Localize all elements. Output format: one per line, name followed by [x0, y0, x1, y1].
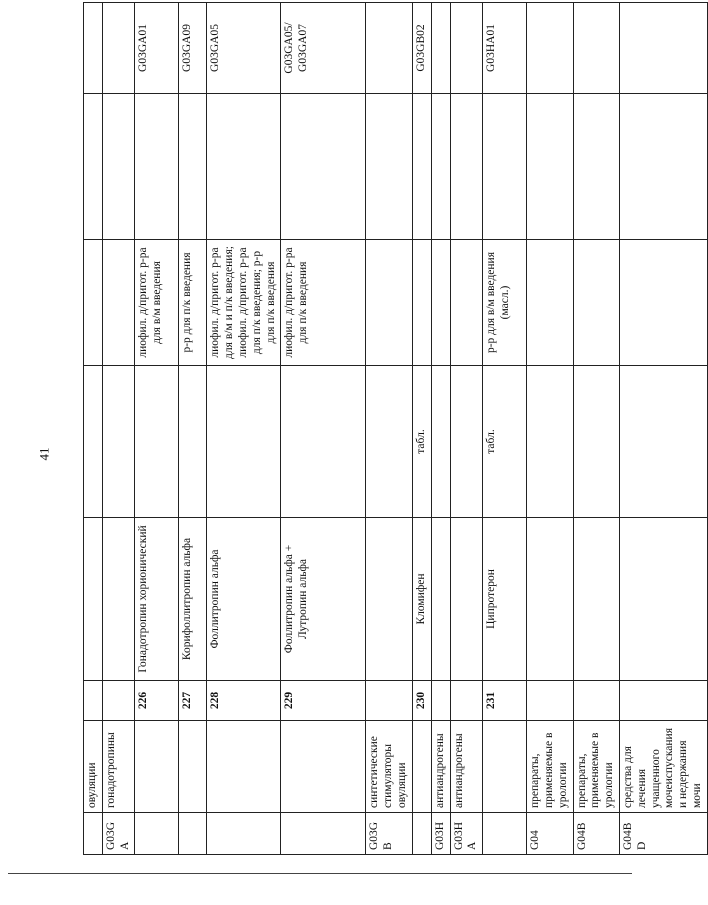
drug-code-cell: G03GA05/ G03GA07 — [281, 3, 366, 94]
empty-column-cell — [431, 94, 450, 240]
row-number-cell — [102, 681, 135, 721]
dosage-form-cell — [412, 240, 431, 366]
table-row — [483, 3, 527, 855]
group-name-cell: синтетические стимуляторы овуляции — [366, 721, 412, 813]
drug-code-cell: G03GB02 — [412, 3, 431, 94]
dosage-form-cell — [366, 240, 412, 366]
atc-code-cell — [84, 813, 103, 855]
atc-code-cell — [135, 813, 179, 855]
group-name-cell: средства для лечения учащенного мочеиспускания и недержания мочи — [619, 721, 707, 813]
rotated-table-container — [83, 3, 703, 855]
table-row — [573, 3, 619, 855]
atc-code-cell — [207, 813, 281, 855]
table-row — [179, 3, 207, 855]
atc-code-cell: G04B — [573, 813, 619, 855]
atc-code-cell: G04BD — [619, 813, 707, 855]
atc-code-cell: G04 — [527, 813, 573, 855]
dosage-form-cell: лиофил. д/пригот. р-ра для п/к введения — [281, 240, 366, 366]
group-name-cell: препараты, применяемые в урологии — [527, 721, 573, 813]
tablet-form-cell — [527, 366, 573, 518]
table-row — [84, 3, 103, 855]
empty-column-cell — [573, 94, 619, 240]
empty-column-cell — [483, 94, 527, 240]
page-divider — [8, 873, 632, 874]
table-row — [102, 3, 135, 855]
empty-column-cell — [619, 94, 707, 240]
table-row — [281, 3, 366, 855]
drug-name-cell: Ципротерон — [483, 518, 527, 681]
atc-code-cell: G03GB — [366, 813, 412, 855]
row-number-cell — [366, 681, 412, 721]
atc-code-cell — [483, 813, 527, 855]
atc-code-cell — [281, 813, 366, 855]
row-number-cell — [619, 681, 707, 721]
drug-code-cell — [102, 3, 135, 94]
group-name-cell — [179, 721, 207, 813]
dosage-form-cell: лиофил. д/пригот. р-ра для в/м введения — [135, 240, 179, 366]
table-row — [450, 3, 483, 855]
tablet-form-cell — [179, 366, 207, 518]
group-name-cell: антиандрогены — [431, 721, 450, 813]
dosage-form-cell — [573, 240, 619, 366]
table-row — [366, 3, 412, 855]
row-number-cell: 228 — [207, 681, 281, 721]
tablet-form-cell — [207, 366, 281, 518]
group-name-cell: овуляции — [84, 721, 103, 813]
drug-name-cell: Фоллитропин альфа + Лутропин альфа — [281, 518, 366, 681]
drug-code-cell — [366, 3, 412, 94]
group-name-cell — [412, 721, 431, 813]
row-number-cell — [431, 681, 450, 721]
drug-code-cell: G03GA05 — [207, 3, 281, 94]
table-body — [84, 3, 708, 855]
drug-name-cell — [527, 518, 573, 681]
row-number-cell — [450, 681, 483, 721]
drug-code-cell: G03GA09 — [179, 3, 207, 94]
tablet-form-cell: табл. — [412, 366, 431, 518]
tablet-form-cell — [619, 366, 707, 518]
tablet-form-cell — [281, 366, 366, 518]
tablet-form-cell — [366, 366, 412, 518]
tablet-form-cell — [450, 366, 483, 518]
tablet-form-cell — [102, 366, 135, 518]
row-number-cell — [527, 681, 573, 721]
row-number-cell: 230 — [412, 681, 431, 721]
dosage-form-cell — [527, 240, 573, 366]
table-row — [527, 3, 573, 855]
empty-column-cell — [84, 94, 103, 240]
page-number: 41 — [36, 447, 52, 461]
table-row — [135, 3, 179, 855]
drug-name-cell: Фоллитропин альфа — [207, 518, 281, 681]
drug-code-cell — [450, 3, 483, 94]
drug-name-cell — [431, 518, 450, 681]
tablet-form-cell: табл. — [483, 366, 527, 518]
group-name-cell — [207, 721, 281, 813]
drug-code-cell: G03HA01 — [483, 3, 527, 94]
row-number-cell — [573, 681, 619, 721]
row-number-cell: 226 — [135, 681, 179, 721]
dosage-form-cell — [102, 240, 135, 366]
dosage-form-cell — [450, 240, 483, 366]
table-row — [412, 3, 431, 855]
tablet-form-cell — [573, 366, 619, 518]
dosage-form-cell — [619, 240, 707, 366]
dosage-form-cell: р-р для в/м введения (масл.) — [483, 240, 527, 366]
drug-name-cell — [366, 518, 412, 681]
tablet-form-cell — [84, 366, 103, 518]
empty-column-cell — [207, 94, 281, 240]
drug-name-cell — [450, 518, 483, 681]
drug-name-cell — [84, 518, 103, 681]
table-row — [619, 3, 707, 855]
drug-name-cell: Кломифен — [412, 518, 431, 681]
empty-column-cell — [412, 94, 431, 240]
empty-column-cell — [366, 94, 412, 240]
drug-code-cell — [573, 3, 619, 94]
group-name-cell — [281, 721, 366, 813]
drug-code-cell: G03GA01 — [135, 3, 179, 94]
empty-column-cell — [281, 94, 366, 240]
row-number-cell: 231 — [483, 681, 527, 721]
drug-name-cell — [619, 518, 707, 681]
row-number-cell: 227 — [179, 681, 207, 721]
empty-column-cell — [527, 94, 573, 240]
group-name-cell: препараты, применяемые в урологии — [573, 721, 619, 813]
atc-code-cell — [412, 813, 431, 855]
atc-code-cell: G03GA — [102, 813, 135, 855]
group-name-cell — [483, 721, 527, 813]
drug-name-cell: Корифоллитропин альфа — [179, 518, 207, 681]
atc-code-cell: G03H — [431, 813, 450, 855]
dosage-form-cell: р-р для п/к введения — [179, 240, 207, 366]
drug-name-cell — [573, 518, 619, 681]
row-number-cell — [84, 681, 103, 721]
group-name-cell: гонадотропины — [102, 721, 135, 813]
atc-code-cell — [179, 813, 207, 855]
drug-name-cell: Гонадотропин хорионический — [135, 518, 179, 681]
row-number-cell: 229 — [281, 681, 366, 721]
tablet-form-cell — [135, 366, 179, 518]
drug-code-cell — [84, 3, 103, 94]
drug-name-cell — [102, 518, 135, 681]
group-name-cell: антиандрогены — [450, 721, 483, 813]
empty-column-cell — [102, 94, 135, 240]
tablet-form-cell — [431, 366, 450, 518]
dosage-form-cell — [431, 240, 450, 366]
table-row — [431, 3, 450, 855]
atc-code-cell: G03HA — [450, 813, 483, 855]
medicines-table — [83, 2, 708, 855]
empty-column-cell — [135, 94, 179, 240]
empty-column-cell — [450, 94, 483, 240]
drug-code-cell — [431, 3, 450, 94]
group-name-cell — [135, 721, 179, 813]
table-row — [207, 3, 281, 855]
dosage-form-cell — [84, 240, 103, 366]
drug-code-cell — [527, 3, 573, 94]
drug-code-cell — [619, 3, 707, 94]
empty-column-cell — [179, 94, 207, 240]
dosage-form-cell: лиофил. д/пригот. р-ра для в/м и п/к введения; лиофил. д/пригот. р-ра для п/к введения; р-р для п/к введения — [207, 240, 281, 366]
